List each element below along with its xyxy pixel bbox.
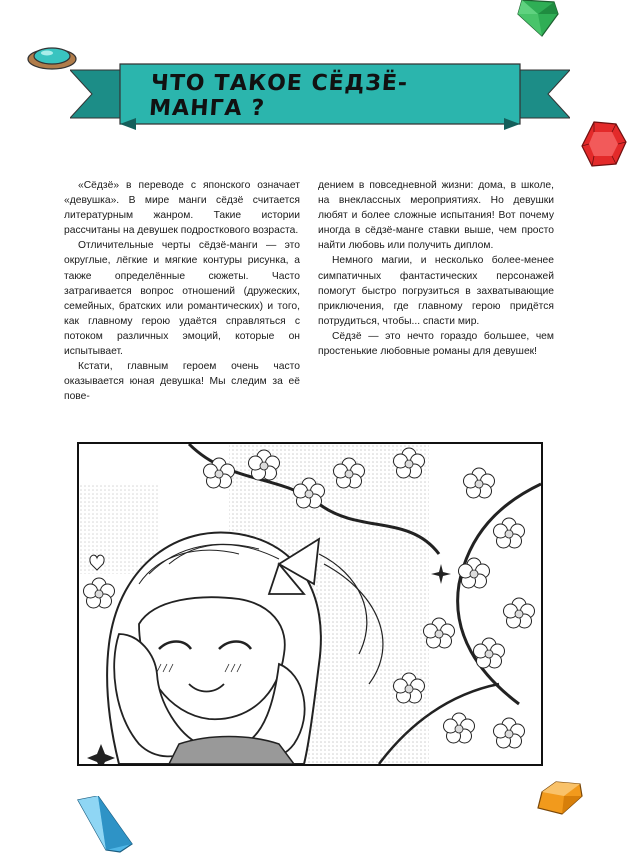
red-gem-icon: [580, 120, 628, 170]
orange-gem-icon: [536, 780, 584, 816]
blue-crystal-icon: [76, 796, 134, 854]
manga-girl-drawing: [79, 444, 541, 764]
paragraph: «Сёдзё» в переводе с японского означает «девушка». В мире манги сёдзё считается литературным жанром. Такие истории рассчитаны на девушек подросткового возраста.: [64, 180, 300, 237]
paragraph: Сёдзё — это нечто гораздо большее, чем простенькие любовные романы для девушек!: [318, 330, 554, 358]
right-text-column: [318, 178, 554, 359]
green-crystal-icon: [514, 0, 560, 40]
paragraph: Немного магии, и несколько более-менее симпатичных фантастических персонажей помогут быстро погрузиться в захватывающие приключения, где главному герою придётся потрудиться, чтобы... спасти мир.: [318, 255, 554, 327]
paragraph: дением в повседневной жизни: дома, в школе, на внеклассных мероприятиях. Но девушки любят и более сложные испытания! Вот почему иногда в сёдзё-манге ставки выше, чем просто найти любовь или получить диплом.: [318, 180, 554, 252]
page-title: ЧТО ТАКОЕ СЁДЗЁ-МАНГА ?: [148, 71, 409, 121]
paragraph: Отличительные черты сёдзё-манги — это округлые, лёгкие и мягкие контуры рисунка, а также определённые сюжеты. Часто затрагивается вопрос отношений (дружеских, семейных, братских или романтических) и того, как главному герою удаётся справляться с потоком различных эмоций, которые он испытывает.: [64, 240, 300, 358]
paragraph: Кстати, главным героем очень часто оказывается юная девушка! Мы следим за её пове-: [64, 361, 300, 403]
manga-illustration: [77, 442, 543, 766]
left-text-column: [64, 178, 300, 404]
